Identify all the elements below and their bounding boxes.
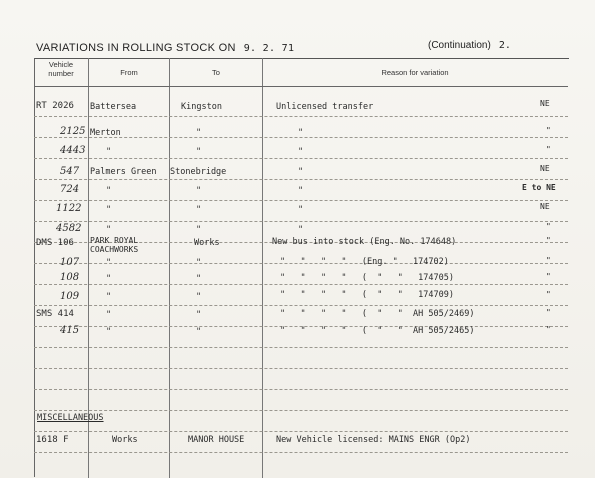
header-reason: Reason for variation	[381, 68, 449, 77]
to-cell: "	[196, 274, 202, 284]
row-rule	[34, 158, 568, 159]
vehicle-number: SMS 414	[36, 309, 74, 319]
reason-cell: " " " " ( " " AH 505/2465)	[280, 326, 475, 336]
depot-code: "	[546, 272, 551, 281]
row-rule	[34, 179, 568, 180]
from-cell: "	[106, 292, 112, 302]
from-cell: "	[106, 258, 112, 268]
section-heading: MISCELLANEOUS	[37, 413, 104, 423]
reason-cell: "	[298, 147, 304, 157]
from-cell: Palmers Green	[90, 167, 157, 177]
to-cell: "	[196, 225, 202, 235]
reason-cell: " " " " ( " " 174709)	[280, 290, 454, 300]
reason-cell: " " " " ( " " 174705)	[280, 273, 454, 283]
from-cell: Merton	[90, 128, 121, 138]
from-cell: "	[106, 225, 112, 235]
vehicle-number: 108	[60, 272, 80, 283]
depot-code: "	[546, 222, 551, 231]
page-number: 2.	[498, 40, 511, 51]
to-cell: "	[196, 128, 202, 138]
reason-cell: New Vehicle licensed: MAINS ENGR (Op2)	[276, 435, 471, 445]
header-vehicle-number: Vehicle number	[48, 60, 74, 78]
to-cell: "	[196, 327, 202, 337]
row-rule	[34, 431, 568, 432]
vehicle-number: 4582	[56, 223, 82, 234]
to-cell: Works	[194, 238, 220, 248]
to-cell: MANOR HOUSE	[188, 435, 245, 445]
column-divider	[262, 58, 263, 478]
depot-code: NE	[540, 164, 550, 173]
depot-code: "	[546, 308, 551, 317]
vehicle-number: 415	[60, 325, 80, 336]
reason-cell: Unlicensed transfer	[276, 102, 374, 112]
row-rule	[34, 116, 568, 117]
to-cell: "	[196, 186, 202, 196]
row-rule	[34, 347, 568, 348]
row-rule	[34, 221, 568, 222]
depot-code: "	[546, 145, 551, 154]
depot-code: "	[546, 290, 551, 299]
table-frame	[34, 58, 569, 477]
title-date: 9. 2. 71	[243, 43, 295, 54]
depot-code: NE	[540, 99, 550, 108]
row-rule	[34, 389, 568, 390]
vehicle-number: 547	[60, 166, 80, 177]
row-rule	[34, 284, 568, 285]
reason-cell: " " " " ( " " AH 505/2469)	[280, 309, 475, 319]
vehicle-number: 107	[60, 257, 80, 268]
continuation-label	[428, 40, 511, 51]
depot-code: NE	[540, 202, 550, 211]
vehicle-number: DMS 106	[36, 238, 74, 248]
from-cell: "	[106, 186, 112, 196]
title-text: VARIATIONS IN ROLLING STOCK ON	[36, 42, 236, 54]
vehicle-number: RT 2026	[36, 101, 74, 111]
to-cell: Stonebridge	[170, 167, 227, 177]
row-rule	[34, 410, 568, 411]
from-cell: PARK ROYAL COACHWORKS	[90, 236, 139, 254]
header-from: From	[120, 68, 138, 77]
vehicle-number: 724	[60, 184, 80, 195]
reason-cell: "	[298, 205, 304, 215]
depot-code: "	[546, 256, 551, 265]
from-cell: "	[106, 205, 112, 215]
to-cell: "	[196, 258, 202, 268]
reason-cell: "	[298, 128, 304, 138]
from-cell: "	[106, 147, 112, 157]
column-divider	[169, 58, 170, 478]
to-cell: "	[196, 292, 202, 302]
reason-cell: "	[298, 225, 304, 235]
depot-code: "	[546, 126, 551, 135]
depot-code: "	[546, 325, 551, 334]
from-cell: "	[106, 310, 112, 320]
from-cell: "	[106, 274, 112, 284]
row-rule	[34, 452, 568, 453]
vehicle-number: 2125	[60, 126, 86, 137]
row-rule	[34, 200, 568, 201]
vehicle-number: 109	[60, 291, 80, 302]
row-rule	[34, 305, 568, 306]
to-cell: "	[196, 310, 202, 320]
header-rule	[34, 86, 568, 87]
depot-code: "	[546, 236, 551, 245]
reason-cell: New bus into stock (Eng. No. 174648)	[272, 237, 457, 247]
row-rule	[34, 368, 568, 369]
reason-cell: " " " " (Eng. " 174702)	[280, 257, 449, 267]
vehicle-number: 1122	[56, 203, 82, 214]
to-cell: "	[196, 147, 202, 157]
depot-code: E to NE	[522, 183, 556, 192]
vehicle-number: 1618 F	[36, 435, 69, 445]
from-cell: "	[106, 327, 112, 337]
reason-cell: "	[298, 167, 304, 177]
to-cell: "	[196, 205, 202, 215]
reason-cell: "	[298, 186, 304, 196]
from-cell: Battersea	[90, 102, 137, 112]
from-cell: Works	[112, 435, 138, 445]
page-title	[36, 42, 294, 54]
header-to: To	[212, 68, 220, 77]
to-cell: Kingston	[181, 102, 222, 112]
continuation-text: (Continuation)	[428, 40, 491, 51]
vehicle-number: 4443	[60, 145, 86, 156]
